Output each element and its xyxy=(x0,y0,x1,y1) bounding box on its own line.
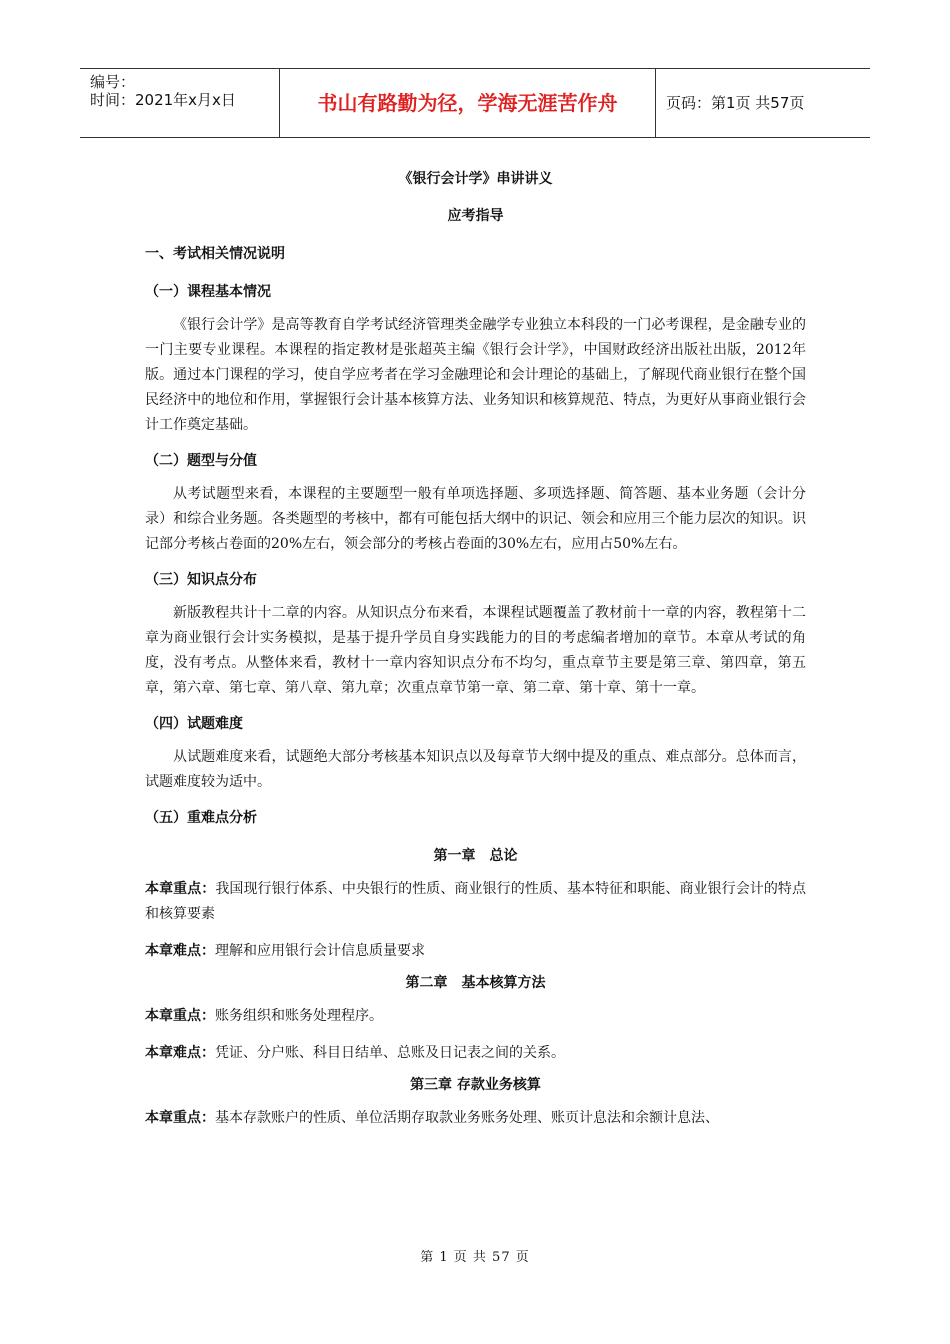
chapter-2-key-points xyxy=(145,1004,806,1029)
key-points-text: 我国现行银行体系、中央银行的性质、商业银行的性质、基本特征和职能、商业银行会计的特点和核算要素 xyxy=(145,881,806,922)
serial-label: 编号： xyxy=(90,73,136,91)
chapter-3-title: 第三章 存款业务核算 xyxy=(410,1077,541,1093)
chapter-3-key-points xyxy=(145,1106,806,1131)
paragraph-difficulty: 从试题难度来看，试题绝大部分考核基本知识点以及每章节大纲中提及的重点、难点部分。总体而言，试题难度较为适中。 xyxy=(145,749,806,790)
difficult-points-label: 本章难点： xyxy=(145,943,215,959)
document-body xyxy=(145,170,806,1131)
difficult-points-text: 凭证、分户账、科目日结单、总账及日记表之间的关系。 xyxy=(215,1045,565,1061)
subsection-heading-5: （五）重难点分析 xyxy=(145,810,257,826)
header-page-info: 页码：第1页 共57页 xyxy=(666,94,805,112)
chapter-1-title: 第一章 总论 xyxy=(433,848,518,864)
header-left-cell xyxy=(80,69,279,137)
subsection-heading-1: （一）课程基本情况 xyxy=(145,284,271,300)
key-points-text: 基本存款账户的性质、单位活期存取款业务账务处理、账页计息法和余额计息法、 xyxy=(215,1110,719,1126)
difficult-points-label: 本章难点： xyxy=(145,1045,215,1061)
key-points-text: 账务组织和账务处理程序。 xyxy=(215,1008,383,1024)
section-heading: 一、考试相关情况说明 xyxy=(145,246,285,262)
paragraph-knowledge-distribution: 新版教程共计十二章的内容。从知识点分布来看，本课程试题覆盖了教材前十一章的内容，教程第十二章为商业银行会计实务模拟，是基于提升学员自身实践能力的目的考虑编者增加的章节。本章从考试的角度，没有考点。从整体来看，教材十一章内容知识点分布不均匀，重点章节主要是第三章、第四章，第五章，第六章、第七章、第八章、第九章；次重点章节第一章、第二章、第十章、第十一章。 xyxy=(145,605,806,696)
chapter-1-key-points xyxy=(145,877,806,927)
subsection-heading-2: （二）题型与分值 xyxy=(145,453,257,469)
key-points-label: 本章重点： xyxy=(145,881,216,897)
key-points-label: 本章重点： xyxy=(145,1110,215,1126)
document-subtitle: 应考指导 xyxy=(447,208,504,224)
paragraph-course-info: 《银行会计学》是高等教育自学考试经济管理类金融学专业独立本科段的一门必考课程，是金融专业的一门主要专业课程。本课程的指定教材是张超英主编《银行会计学》，中国财政经济出版社出版，2012年版。通过本门课程的学习，使自学应考者在学习金融理论和会计理论的基础上，了解现代商业银行在整个国民经济中的地位和作用，掌握银行会计基本核算方法、业务知识和核算规范、特点，为更好从事商业银行会计工作奠定基础。 xyxy=(145,317,806,433)
date-label: 时间：2021年x月x日 xyxy=(90,91,236,109)
chapter-2-title: 第二章 基本核算方法 xyxy=(405,975,546,991)
paragraph-question-types: 从考试题型来看，本课程的主要题型一般有单项选择题、多项选择题、简答题、基本业务题（会计分录）和综合业务题。各类题型的考核中，都有可能包括大纲中的识记、领会和应用三个能力层次的知识。识记部分考核占卷面的20%左右，领会部分的考核占卷面的30%左右，应用占50%左右。 xyxy=(145,486,806,552)
subsection-heading-4: （四）试题难度 xyxy=(145,716,243,732)
document-title: 《银行会计学》串讲讲义 xyxy=(398,171,553,187)
key-points-label: 本章重点： xyxy=(145,1008,215,1024)
difficult-points-text: 理解和应用银行会计信息质量要求 xyxy=(215,943,425,959)
header-motto: 书山有路勤为径，学海无涯苦作舟 xyxy=(279,69,656,137)
page-footer: 第 1 页 共 57 页 xyxy=(420,1250,530,1265)
subsection-heading-3: （三）知识点分布 xyxy=(145,572,257,588)
chapter-2-difficult-points xyxy=(145,1041,806,1066)
page-header xyxy=(80,68,870,138)
chapter-1-difficult-points xyxy=(145,939,806,964)
